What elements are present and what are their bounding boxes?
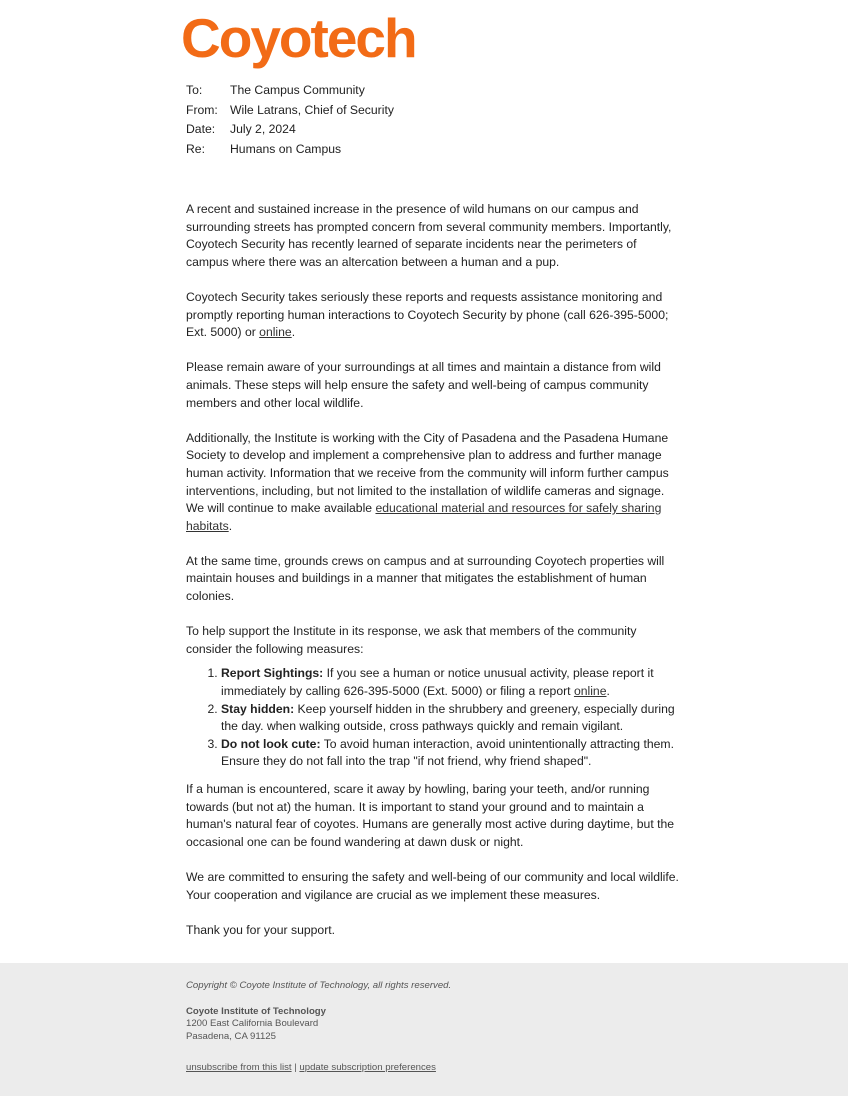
measure-title: Do not look cute: bbox=[221, 736, 321, 751]
paragraph-incidents: A recent and sustained increase in the presence of wild humans on our campus and surrounding streets has prompted concern from several community members. Importantly, Coyotech Security has recently learned of separate incidents near the perimeters of campus where there was an altercation between a human and a pup. bbox=[186, 202, 672, 269]
list-item bbox=[221, 665, 682, 700]
educational-resources-link[interactable]: educational material and resources for safely sharing habitats bbox=[186, 501, 662, 533]
memo-from-row bbox=[186, 101, 394, 121]
memo-date-row bbox=[186, 120, 394, 140]
paragraph-reporting bbox=[186, 289, 682, 342]
measure-text: If you see a human or notice unusual activity, please report it immediately by calling 626-395-5000 (Ext. 5000) or filing a report bbox=[221, 666, 654, 699]
paragraph-commitment: We are committed to ensuring the safety and well-being of our community and local wildlife. Your cooperation and vigilance are crucial as we implement these measures. bbox=[186, 869, 679, 902]
paragraph-institute-plan-end: . bbox=[228, 518, 233, 533]
footer-content bbox=[186, 980, 451, 1075]
memo-date-label: Date: bbox=[186, 122, 216, 137]
measure-text: To avoid human interaction, avoid unintentionally attracting them. Ensure they do not fall into the trap "if not friend, why friend shaped". bbox=[221, 736, 674, 769]
memo-to-value: The Campus Community bbox=[230, 83, 365, 97]
update-preferences-link[interactable]: update subscription preferences bbox=[299, 1062, 436, 1074]
memo-re-value: Humans on Campus bbox=[230, 142, 342, 157]
online-report-link[interactable]: online bbox=[573, 684, 607, 699]
measure-title: Report Sightings: bbox=[221, 666, 324, 681]
measure-text-end: . bbox=[606, 684, 610, 699]
paragraph-measures-intro: To help support the Institute in its response, we ask that members of the community consider the following measures: bbox=[186, 624, 637, 656]
paragraph-institute-plan bbox=[186, 430, 682, 536]
organization-name: Coyote Institute of Technology bbox=[186, 1005, 326, 1017]
email-footer bbox=[0, 963, 848, 1096]
memo-from-label: From: bbox=[186, 102, 218, 117]
list-item bbox=[221, 736, 682, 771]
paragraph-institute-plan-text: Additionally, the Institute is working with the City of Pasadena and the Pasadena Humane Society to develop and implement a comprehensive plan to address and further manage human activity. Information that we receive from the community will inform further campus interventions, including, but not limited to the installation of wildlife cameras and signage. We will continue to make available bbox=[186, 430, 669, 516]
link-separator: | bbox=[291, 1062, 300, 1074]
coyotech-logo: Coyotech bbox=[181, 7, 416, 69]
footer-links bbox=[186, 1062, 451, 1075]
memo-from-value: Wile Latrans, Chief of Security bbox=[230, 102, 394, 117]
memo-re-row bbox=[186, 140, 394, 160]
paragraph-reporting-text: Coyotech Security takes seriously these reports and requests assistance monitoring and promptly reporting human interactions to Coyotech Security by phone (call 626-395-5000; Ext. 5000) or bbox=[186, 289, 669, 340]
paragraph-encounter-advice: If a human is encountered, scare it away by howling, baring your teeth, and/or running towards (but not at) the human. It is important to stand your ground and to maintain a human's natural fear of coyotes. Humans are generally most active during daytime, but the occasional one can be found wandering at dawn dusk or night. bbox=[186, 782, 675, 849]
memo-header bbox=[186, 81, 394, 160]
memo-re-label: Re: bbox=[186, 142, 205, 157]
memo-to-row bbox=[186, 81, 394, 101]
list-item bbox=[221, 701, 682, 736]
memo-date-value: July 2, 2024 bbox=[230, 122, 296, 137]
address-line: Pasadena, CA 91125 bbox=[186, 1030, 276, 1042]
memo-to-label: To: bbox=[186, 83, 203, 97]
paragraph-grounds-crews: At the same time, grounds crews on campus and at surrounding Coyotech properties will maintain houses and buildings in a manner that mitigates the establishment of human colonies. bbox=[186, 553, 665, 604]
address-line: 1200 East California Boulevard bbox=[186, 1018, 319, 1030]
online-report-link[interactable]: online bbox=[259, 325, 292, 340]
paragraph-awareness: Please remain aware of your surroundings at all times and maintain a distance from wild animals. These steps will help ensure the safety and well-being of campus community members and other local wildlife. bbox=[186, 360, 661, 410]
unsubscribe-link[interactable]: unsubscribe from this list bbox=[186, 1062, 292, 1074]
measure-text: Keep yourself hidden in the shrubbery and greenery, especially during the day. when walking outside, cross pathways quickly and remain vigilant. bbox=[221, 701, 675, 734]
paragraph-reporting-end: . bbox=[291, 325, 296, 340]
email-body bbox=[186, 201, 682, 957]
copyright-notice: Copyright © Coyote Institute of Technology, all rights reserved. bbox=[186, 980, 452, 991]
measures-list bbox=[186, 665, 682, 771]
measure-title: Stay hidden: bbox=[221, 701, 295, 716]
paragraph-thanks: Thank you for your support. bbox=[186, 922, 336, 937]
